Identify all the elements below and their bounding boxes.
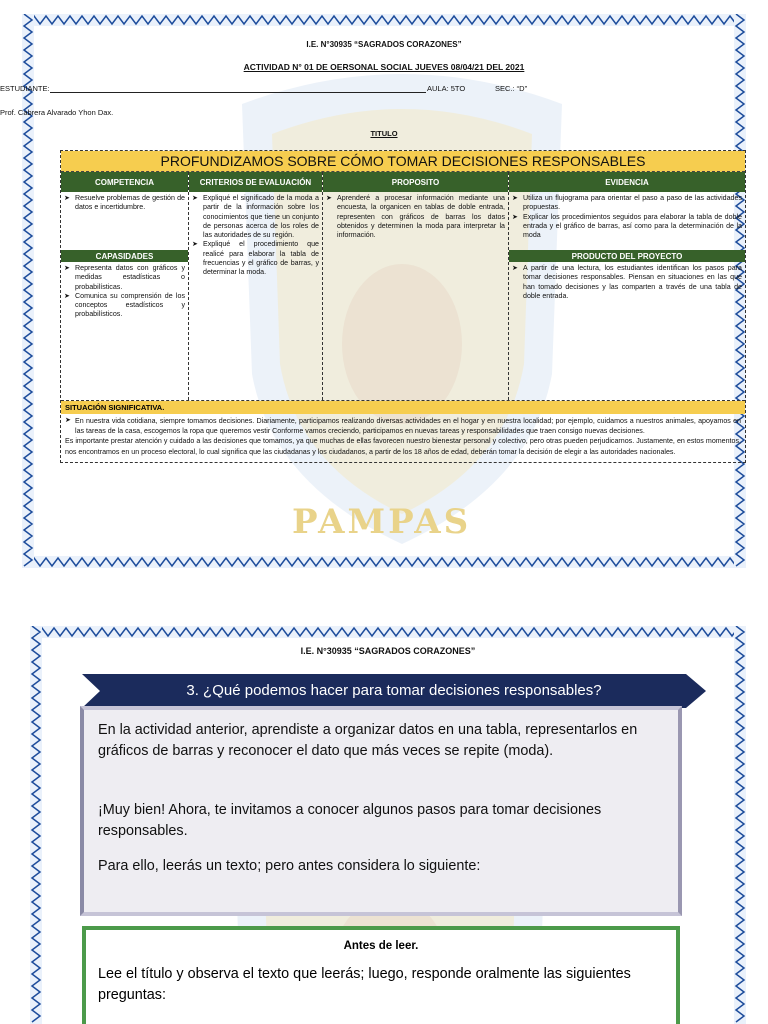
session-title: PROFUNDIZAMOS SOBRE CÓMO TOMAR DECISIONES RESPONSABLES — [61, 151, 745, 172]
competencia-text: ➤ Resuelve problemas de gestión de datos e incertidumbre. — [64, 194, 185, 213]
titulo-heading: TITULO — [370, 129, 398, 138]
document-page-1 — [0, 14, 746, 568]
criterio-1: ➤ Expliqué el significado de la moda a partir de la información sobre los conocimientos que tiene un conjunto de personas acerca de los roles de las autoridades de su región. — [192, 194, 319, 240]
capacidad-1: ➤ Representa datos con gráficos y medidas estadísticas o probabilísticas. — [64, 264, 185, 292]
intro-box — [80, 706, 682, 916]
situacion-paragraph-2: Es importante prestar atención y cuidado a las decisiones que tomamos, ya que muchas de ellas favorecen nuestro bienestar personal y colectivo, pero otras pueden perjudicarnos. Justamente, en estos momentos, nos encontramos en un proceso electoral, lo cual significa que las ciudadanas y los ciudadanos, a partir de los 18 años de edad, deberán tomar la decisión de elegir a las autoridades nacionales. — [65, 437, 741, 456]
page2-border-left — [30, 626, 42, 1024]
situacion-paragraph-1: ➤ En nuestra vida cotidiana, siempre tomamos decisiones. Diariamente, participamos realizando diversas actividades en el hogar y en nuestra localidad; por ejemplo, cuidamos a nuestros animales, apoyamos en las tareas de la casa, escogemos la ropa que queremos vestir Conforme vamos creciendo, participamos en nuevas tareas y responsabilidades que traen consigo nuevas decisiones. — [65, 416, 741, 436]
aula-label: AULA: 5TO — [427, 84, 466, 93]
page2-border-right — [734, 626, 746, 1024]
criterios-column — [189, 172, 323, 400]
teacher-name: Prof. Cabrera Alvarado Yhon Dax. — [0, 108, 114, 117]
criterios-header: CRITERIOS DE EVALUACIÓN — [189, 172, 322, 192]
student-blank-line — [50, 84, 426, 93]
student-field — [0, 84, 426, 93]
situacion-section — [61, 400, 745, 462]
page-border-left — [22, 14, 34, 568]
intro-paragraph-1: En la actividad anterior, aprendiste a organizar datos en una tabla, representarlos en gráficos de barras y reconocer el dato que más veces se repite (moda). — [98, 722, 638, 759]
antes-de-leer-box — [82, 926, 680, 1024]
producto-text: ➤ A partir de una lectura, los estudiantes identifican los pasos para tomar decisiones responsables. Piensan en situaciones en las que han tomado decisiones y las comparten a través de una tabla de doble entrada. — [512, 264, 742, 301]
proposito-text: ➤ Aprenderé a procesar información mediante una encuesta, la organicen en tablas de doble entrada, representen con gráficos de barras los datos obtenidos y determinen la moda para interpretar la información. — [326, 194, 505, 240]
school-name: I.E. N°30935 “SAGRADOS CORAZONES” — [306, 40, 462, 49]
situacion-header: SITUACIÓN SIGNIFICATIVA. — [61, 401, 745, 414]
proposito-column — [323, 172, 509, 400]
competencia-column — [61, 172, 189, 400]
intro-paragraph-2: ¡Muy bien! Ahora, te invitamos a conocer algunos pasos para tomar decisiones responsables. — [98, 802, 602, 839]
proposito-header: PROPOSITO — [323, 172, 508, 192]
capacidades-header: CAPASIDADES — [61, 250, 188, 262]
producto-header: PRODUCTO DEL PROYECTO — [509, 250, 745, 262]
watermark-text: PAMPAS — [292, 502, 472, 542]
section-label: SEC.: “D” — [495, 84, 528, 93]
criterio-2: ➤ Expliqué el procedimiento que realicé para elaborar la tabla de frecuencias y el gráfico de barras, y determinar la moda. — [192, 240, 319, 277]
planning-table — [60, 150, 746, 463]
section-banner-text: 3. ¿Qué podemos hacer para tomar decisiones responsables? — [186, 682, 602, 699]
activity-title: ACTIVIDAD N° 01 DE OERSONAL SOCIAL JUEVES 08/04/21 DEL 2021 — [243, 62, 525, 72]
page2-border-top — [30, 626, 746, 638]
intro-paragraph-3: Para ello, leerás un texto; pero antes considera lo siguiente: — [98, 858, 481, 874]
antes-de-leer-text: Lee el título y observa el texto que leerás; luego, responde oralmente las siguientes preguntas: — [98, 966, 631, 1003]
antes-de-leer-title: Antes de leer. — [343, 940, 419, 952]
page-border-top — [22, 14, 746, 26]
evidencia-header: EVIDENCIA — [509, 172, 745, 192]
competencia-header: COMPETENCIA — [61, 172, 188, 192]
capacidad-2: ➤ Comunica su comprensión de los conceptos estadísticos y probabilísticos. — [64, 292, 185, 320]
evidencia-column — [509, 172, 745, 400]
school-name-2: I.E. N°30935 “SAGRADOS CORAZONES” — [300, 646, 476, 656]
student-label: ESTUDIANTE: — [0, 84, 50, 93]
section-banner — [82, 674, 706, 708]
evidencia-1: ➤ Utiliza un flujograma para orientar el paso a paso de las actividades propuestas. — [512, 194, 742, 213]
evidencia-2: ➤ Explicar los procedimientos seguidos para elaborar la tabla de doble entrada y el gráfico de barras, así como para la determinación de la moda — [512, 213, 742, 241]
document-page-2 — [30, 626, 746, 1024]
